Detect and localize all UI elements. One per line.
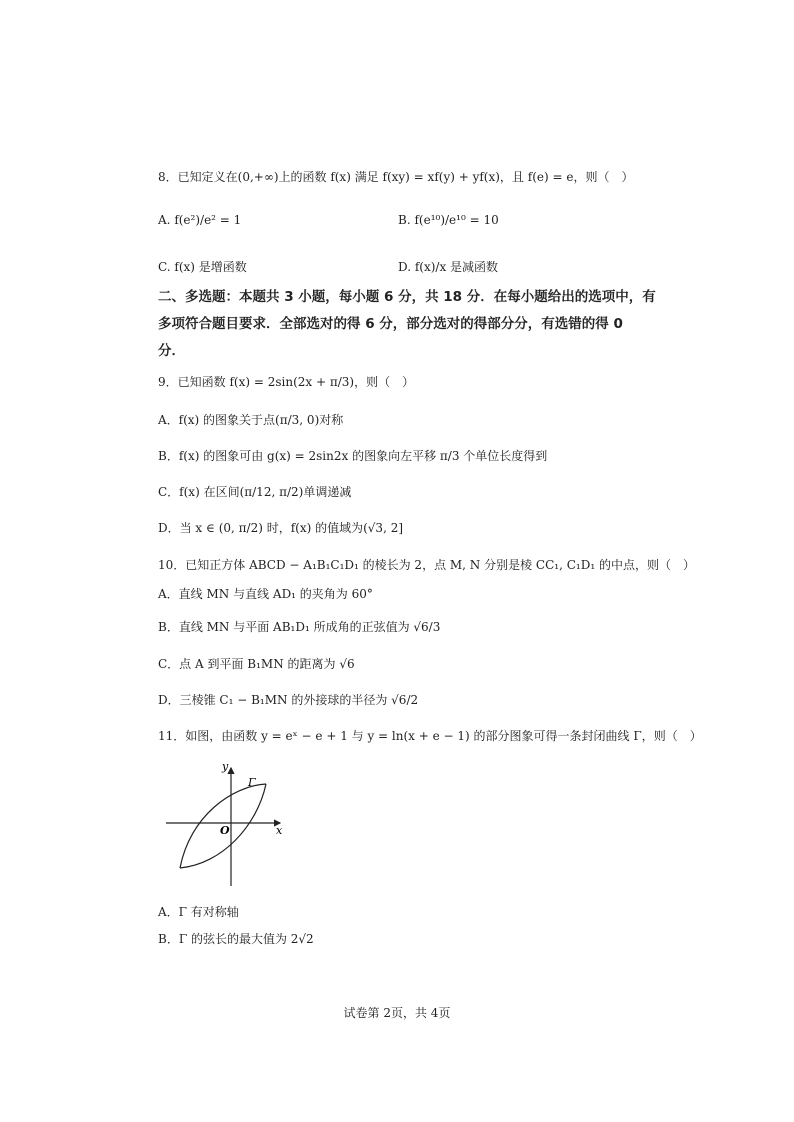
q9-option-a: A．f(x) 的图象关于点(π/3, 0)对称 — [158, 413, 344, 427]
q8-option-b-label: B. — [398, 213, 411, 227]
q8-option-d-label: D. — [398, 260, 412, 274]
q10-option-c: C．点 A 到平面 B₁MN 的距离为 √6 — [158, 657, 355, 671]
q11-stem: 11．如图，由函数 y = eˣ − e + 1 与 y = ln(x + e − 1) 的部分图象可得一条封闭曲线 Γ，则（ ） — [158, 729, 702, 743]
q10-option-d: D．三棱锥 C₁ − B₁MN 的外接球的半径为 √6/2 — [158, 693, 419, 707]
q9-stem: 9．已知函数 f(x) = 2sin(2x + π/3)，则（ ） — [158, 375, 415, 389]
gamma-label: Γ — [248, 776, 256, 789]
page-footer: 试卷第 2页，共 4页 — [343, 1006, 451, 1020]
q8-option-c — [158, 257, 247, 277]
section-2-line-2: 多项符合题目要求．全部选对的得 6 分，部分选对的得部分分，有选错的得 0 — [158, 316, 623, 332]
q11-option-b: B．Γ 的弦长的最大值为 2√2 — [158, 932, 314, 946]
q8-option-a-label: A. — [158, 213, 171, 227]
q11-option-a: A．Γ 有对称轴 — [158, 905, 239, 919]
q10-option-a: A．直线 MN 与直线 AD₁ 的夹角为 60° — [158, 587, 373, 601]
q9-option-d: D．当 x ∈ (0, π/2) 时，f(x) 的值域为(√3, 2] — [158, 521, 404, 535]
y-axis-label: y — [222, 760, 229, 773]
q8-option-a — [158, 210, 241, 230]
q8-option-c-label: C. — [158, 260, 171, 274]
origin-label: O — [220, 824, 230, 837]
q8-option-b — [398, 210, 499, 230]
q10-stem: 10．已知正方体 ABCD − A₁B₁C₁D₁ 的棱长为 2，点 M, N 分别是棱 CC₁, C₁D₁ 的中点，则（ ） — [158, 558, 695, 572]
q8-stem: 8．已知定义在(0,+∞)上的函数 f(x) 满足 f(xy) = xf(y) + yf(x)，且 f(e) = e，则（ ） — [158, 170, 634, 184]
q9-option-c: C．f(x) 在区间(π/12, π/2)单调递减 — [158, 485, 352, 499]
q10-option-b: B．直线 MN 与平面 AB₁D₁ 所成角的正弦值为 √6/3 — [158, 620, 441, 634]
q8-option-d-text: f(x)/x 是减函数 — [414, 260, 499, 274]
section-2-line-1: 二、多选题：本题共 3 小题，每小题 6 分，共 18 分．在每小题给出的选项中，有 — [158, 289, 656, 305]
q8-option-b-text: f(e¹⁰)/e¹⁰ = 10 — [414, 213, 499, 227]
x-axis-label: x — [276, 824, 283, 837]
q8-option-c-text: f(x) 是增函数 — [174, 260, 247, 274]
q8-option-a-text: f(e²)/e² = 1 — [174, 213, 242, 227]
q8-option-d — [398, 257, 498, 277]
section-2-line-3: 分． — [158, 343, 185, 359]
closed-curve-figure — [162, 756, 292, 886]
q9-option-b: B．f(x) 的图象可由 g(x) = 2sin2x 的图象向左平移 π/3 个单位长度得到 — [158, 449, 548, 463]
